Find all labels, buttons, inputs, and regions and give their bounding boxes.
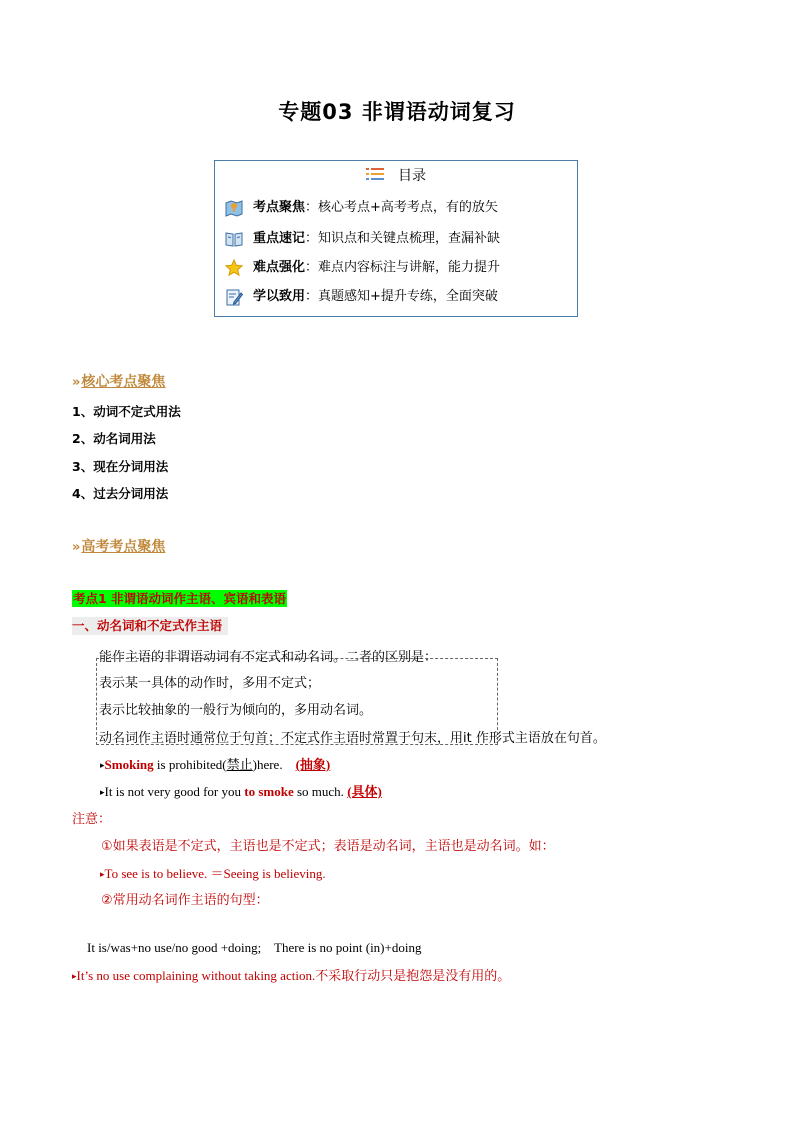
edit-icon — [225, 288, 243, 306]
box-line: 表示比较抽象的一般行为倾向的，多用动名词。 — [99, 703, 373, 718]
map-icon — [225, 199, 243, 217]
note-1: ①如果表语是不定式，主语也是不定式；表语是动名词，主语也是动名词。如： — [101, 839, 555, 854]
note-label: 注意： — [72, 812, 112, 827]
example-sentence-1: ▸Smoking is prohibited(禁止)here. (抽象) — [100, 757, 331, 772]
chevron-icon: » — [72, 375, 81, 390]
list-item: 2、动名词用法 — [72, 431, 156, 446]
toc-row-focus: 考点聚焦：核心考点+高考考点，有的放矢 — [225, 196, 498, 217]
star-icon — [225, 259, 243, 277]
note-2: ②常用动名词作主语的句型： — [101, 893, 269, 908]
toc-row-practice: 学以致用：真题感知+提升专练，全面突破 — [225, 285, 498, 306]
section-heading-core: »核心考点聚焦 — [72, 374, 166, 390]
subheading: 一、动名词和不定式作主语 — [72, 617, 228, 635]
note-1-example: ▸To see is to believe. ＝Seeing is believing. — [100, 866, 326, 881]
box-line: 表示某一具体的动作时，多用不定式； — [99, 676, 321, 691]
sentence-pattern: It is/was+no use/no good +doing; There is no point (in)+doing — [87, 940, 422, 955]
book-icon — [225, 230, 243, 248]
list-item: 1、动词不定式用法 — [72, 404, 181, 419]
topic-label: 考点1 非谓语动词作主语、宾语和表语 — [73, 591, 287, 606]
example-sentence-3: ▸It’s no use complaining without taking action.不采取行动只是抱怨是没有用的。 — [72, 968, 511, 984]
section-heading-gaokao: »高考考点聚焦 — [72, 539, 166, 555]
box-line: 能作主语的非谓语动词有不定式和动名词。二者的区别是： — [99, 650, 438, 665]
example-sentence-2: ▸It is not very good for you to smoke so much. (具体) — [100, 784, 382, 799]
toc-heading: 目录 — [398, 168, 426, 184]
list-item: 4、过去分词用法 — [72, 486, 169, 501]
page-title: 专题03 非谓语动词复习 — [278, 100, 516, 124]
box-line: 动名词作主语时通常位于句首；不定式作主语时常置于句末，用it 作形式主语放在句首。 — [99, 731, 606, 746]
toc-row-difficult: 难点强化：难点内容标注与讲解，能力提升 — [225, 256, 500, 277]
chevron-icon: » — [72, 540, 81, 555]
table-of-contents — [214, 160, 578, 317]
toc-row-notes: 重点速记：知识点和关键点梳理，查漏补缺 — [225, 227, 500, 248]
list-icon — [366, 168, 384, 184]
list-item: 3、现在分词用法 — [72, 459, 169, 474]
